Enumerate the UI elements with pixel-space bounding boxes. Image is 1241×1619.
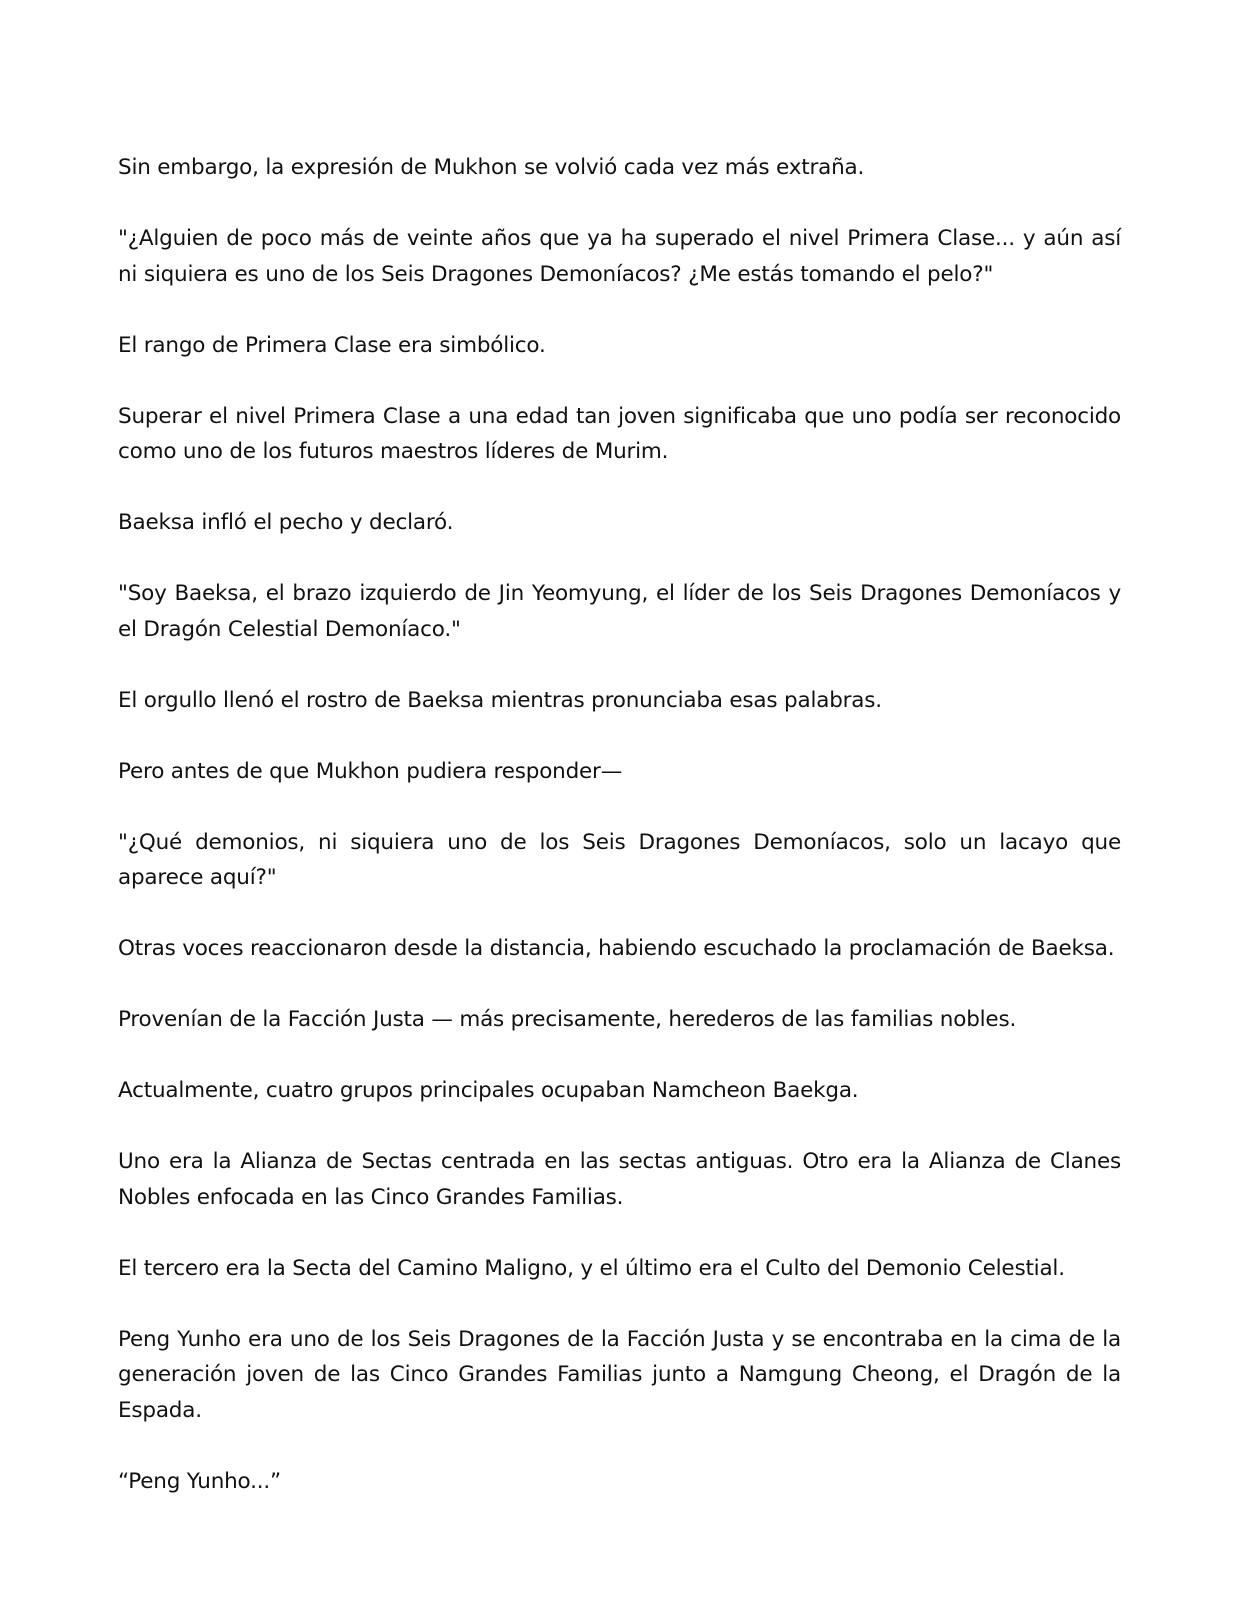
paragraph: El tercero era la Secta del Camino Maligno, y el último era el Culto del Demonio Celestial. <box>118 1255 1065 1281</box>
paragraph: Baeksa infló el pecho y declaró. <box>118 510 454 535</box>
paragraph: Actualmente, cuatro grupos principales ocupaban Namcheon Baekga. <box>118 1078 859 1103</box>
paragraph: Peng Yunho era uno de los Seis Dragones de la Facción Justa y se encontraba en la cima de la generación joven de las Cinco Grandes Familias junto a Namgung Cheong, el Dragón de la Espada. <box>118 1326 1121 1423</box>
paragraph: “Peng Yunho...” <box>118 1468 281 1494</box>
document-body <box>118 150 1121 1499</box>
paragraph: El orgullo llenó el rostro de Baeksa mientras pronunciaba esas palabras. <box>118 687 882 713</box>
paragraph: Superar el nivel Primera Clase a una edad tan joven significaba que uno podía ser reconocido como uno de los futuros maestros líderes de Murim. <box>118 403 1121 464</box>
paragraph: Provenían de la Facción Justa — más precisamente, herederos de las familias nobles. <box>118 1007 1017 1032</box>
paragraph: Uno era la Alianza de Sectas centrada en las sectas antiguas. Otro era la Alianza de Clanes Nobles enfocada en las Cinco Grandes Familias. <box>118 1149 1121 1210</box>
paragraph: "¿Alguien de poco más de veinte años que ya ha superado el nivel Primera Clase... y aún así ni siquiera es uno de los Seis Dragones Demoníacos? ¿Me estás tomando el pelo?" <box>118 226 1121 287</box>
paragraph: "¿Qué demonios, ni siquiera uno de los Seis Dragones Demoníacos, solo un lacayo que aparece aquí?" <box>118 829 1121 890</box>
paragraph: El rango de Primera Clase era simbólico. <box>118 332 546 358</box>
paragraph: Sin embargo, la expresión de Mukhon se volvió cada vez más extraña. <box>118 155 865 180</box>
paragraph: Otras voces reaccionaron desde la distancia, habiendo escuchado la proclamación de Baeksa. <box>118 936 1115 961</box>
paragraph: Pero antes de que Mukhon pudiera responder— <box>118 758 622 784</box>
paragraph: "Soy Baeksa, el brazo izquierdo de Jin Yeomyung, el líder de los Seis Dragones Demoníacos y el Dragón Celestial Demoníaco." <box>118 581 1121 642</box>
